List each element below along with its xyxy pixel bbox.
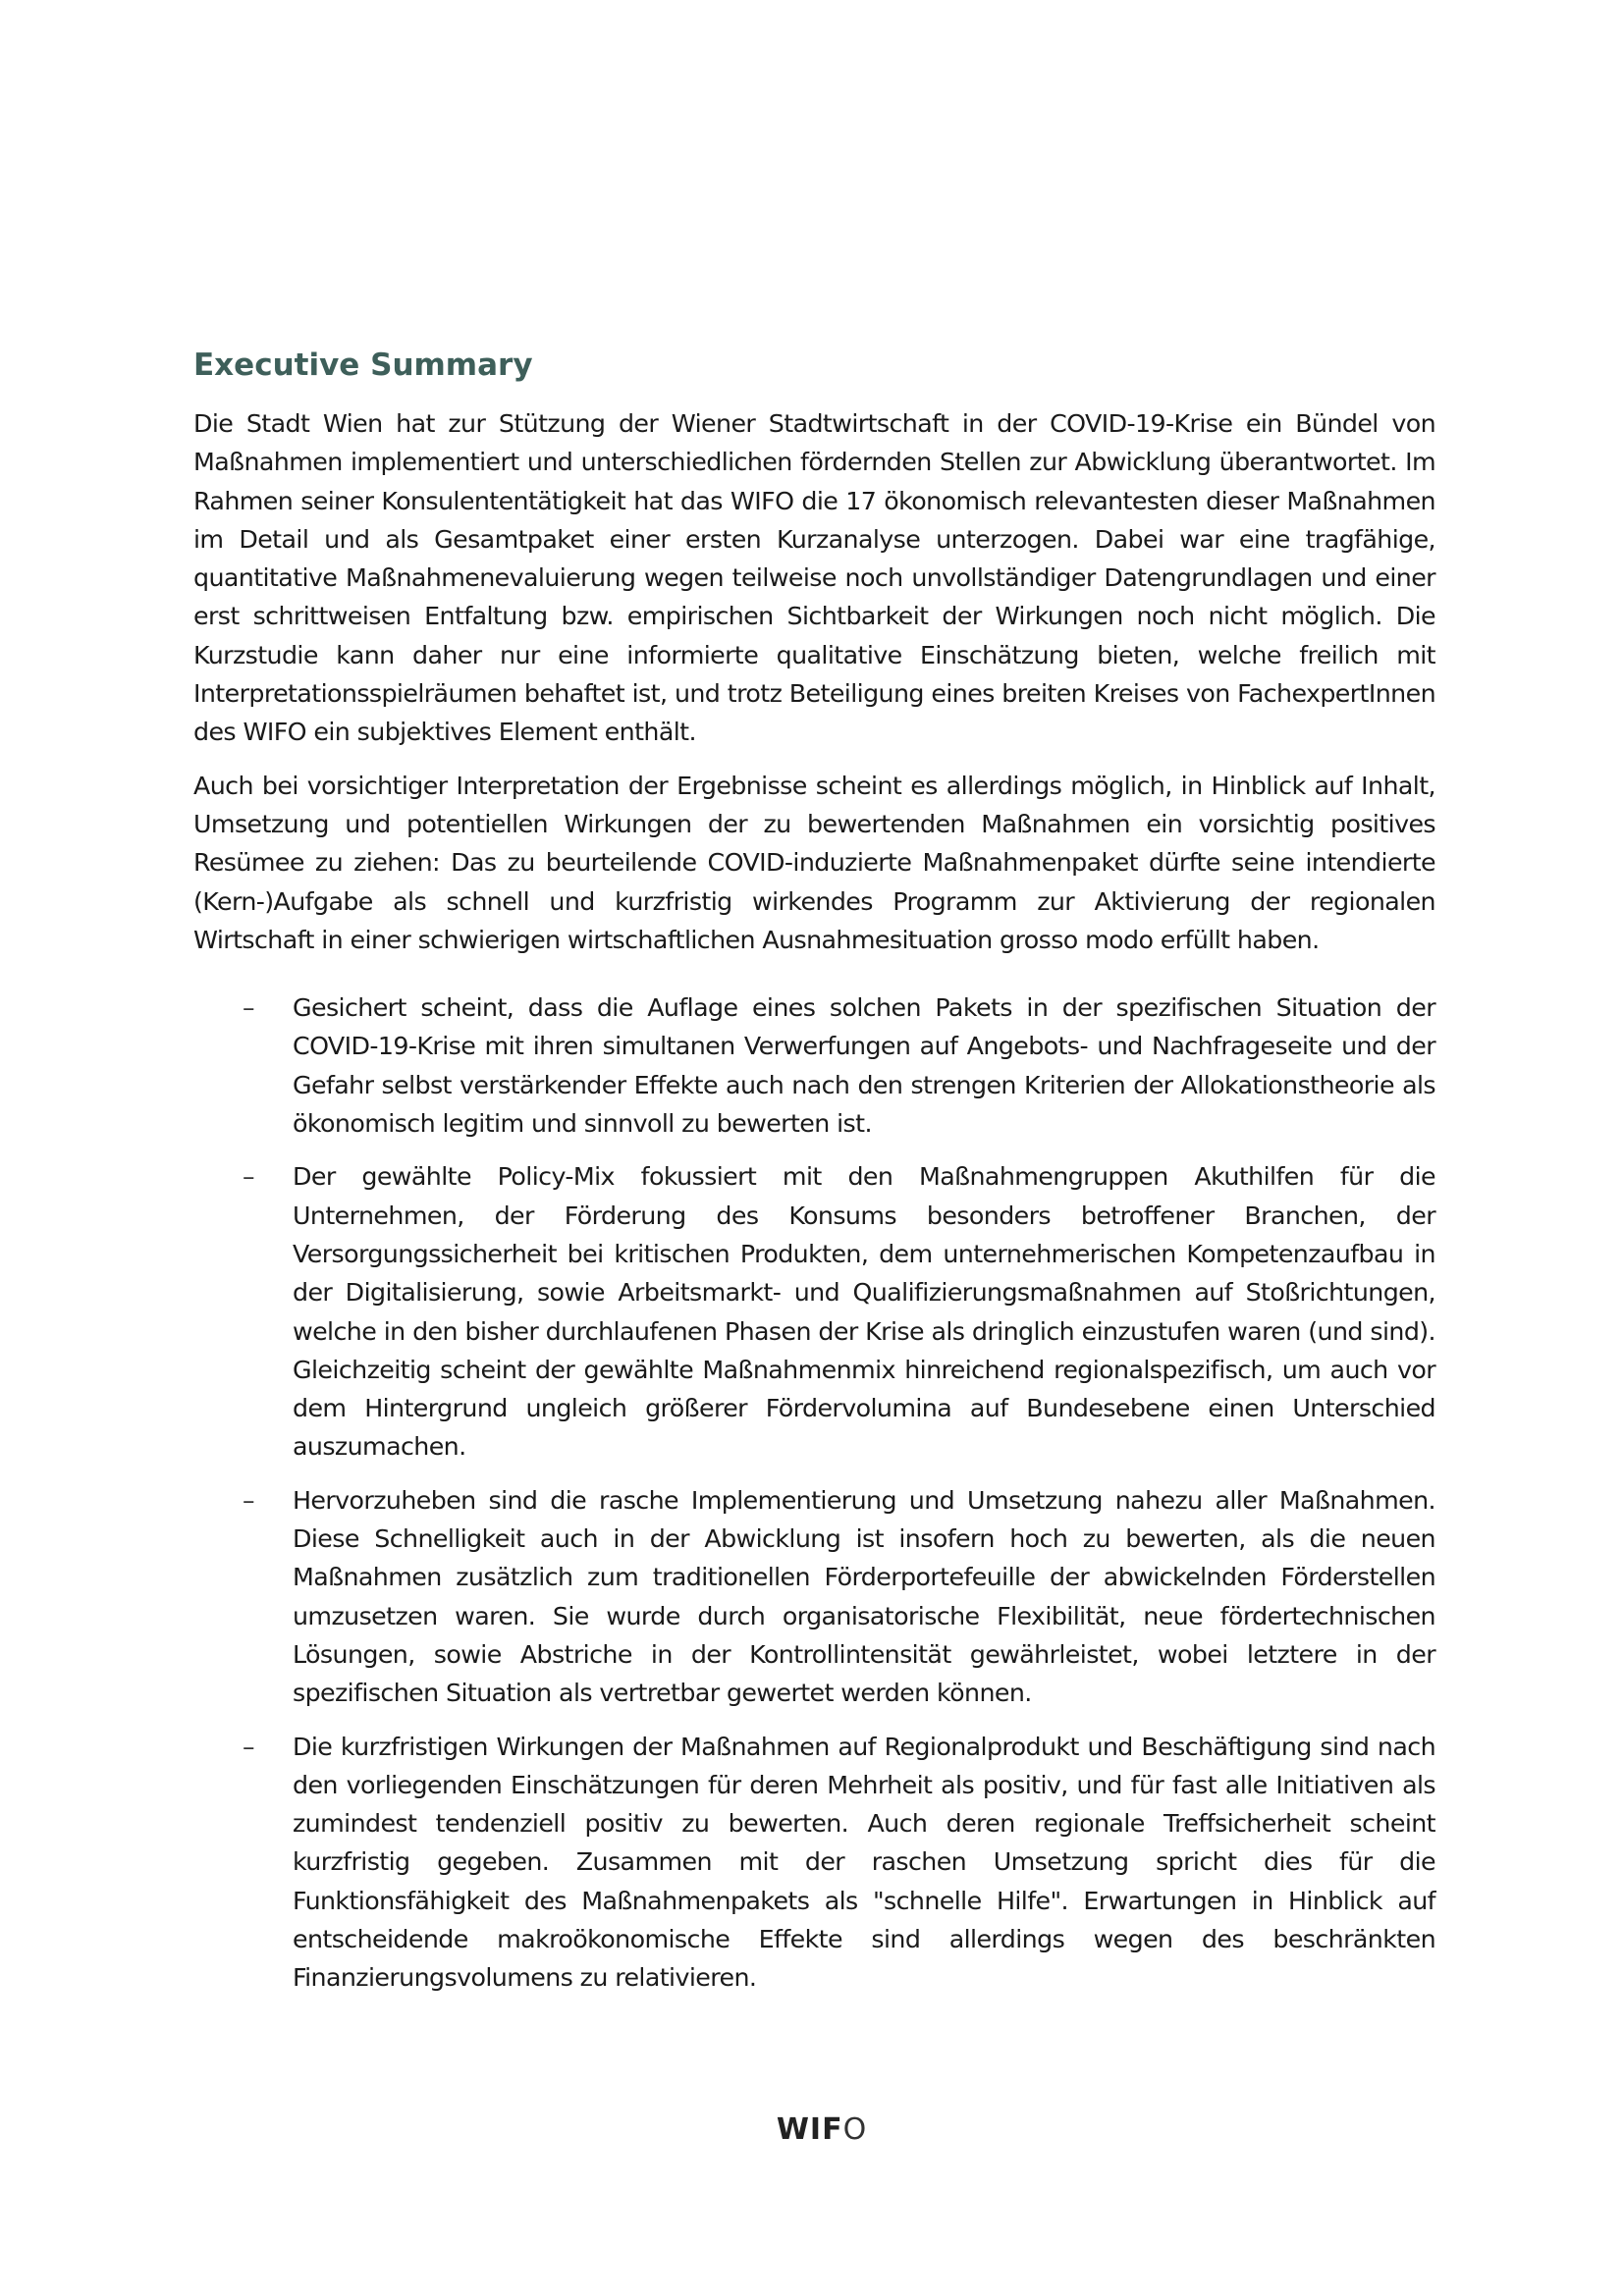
list-item: [193, 1728, 1435, 1998]
list-item: [193, 988, 1435, 1143]
logo-o-icon: O: [842, 2112, 868, 2147]
dash-bullet-icon: –: [243, 1732, 255, 1761]
logo-text: WIF: [776, 2112, 843, 2147]
paragraph-assessment: Auch bei vorsichtiger Interpretation der Ergebnisse scheint es allerdings möglich, in Hinblick auf Inhalt, Umsetzung und potentiellen Wirkungen der zu bewertenden Maßnahmen ein vorsichtig positives Resümee zu ziehen: Das zu beurteilende COVID-induzierte Maßnahmenpaket dürfte seine intendierte (Kern-)Aufgabe als schnell und kurzfristig wirkendes Programm zur Aktivierung der regionalen Wirtschaft in einer schwierigen wirtschaftlichen Ausnahmesituation grosso modo erfüllt haben.: [193, 771, 1435, 954]
paragraph-intro: Die Stadt Wien hat zur Stützung der Wiener Stadtwirtschaft in der COVID-19-Krise ein Bündel von Maßnahmen implementiert und unterschiedlichen fördernden Stellen zur Abwicklung überantwortet. Im Rahmen seiner Konsulententätigkeit hat das WIFO die 17 ökonomisch relevantesten dieser Maßnahmen im Detail und als Gesamtpaket einer ersten Kurzanalyse unterzogen. Dabei war eine tragfähige, quantitative Maßnahmenevaluierung wegen teilweise noch unvollständiger Datengrundlagen und einer erst schrittweisen Entfaltung bzw. empirischen Sichtbarkeit der Wirkungen noch nicht möglich. Die Kurzstudie kann daher nur eine informierte qualitative Einschätzung bieten, welche freilich mit Interpretationsspielräumen behaftet ist, und trotz Beteiligung eines breiten Kreises von FachexpertInnen des WIFO ein subjektives Element enthält.: [193, 409, 1435, 747]
dash-bullet-icon: –: [243, 1162, 255, 1192]
findings-list: [193, 988, 1435, 1997]
dash-bullet-icon: –: [243, 993, 255, 1023]
list-item: [193, 1481, 1435, 1713]
section-heading: Executive Summary: [193, 347, 533, 383]
list-item-text: Der gewählte Policy-Mix fokussiert mit den Maßnahmengruppen Akuthilfen für die Unternehmen, der Förderung des Konsums besonders betroffener Branchen, der Versorgungssicherheit bei kritischen Produkten, dem unternehmerischen Kompetenzaufbau in der Digitalisierung, sowie Arbeitsmarkt- und Qualifizierungsmaßnahmen auf Stoßrichtungen, welche in den bisher durchlaufenen Phasen der Krise als dringlich einzustufen waren (und sind). Gleichzeitig scheint der gewählte Maßnahmenmix hinreichend regionalspezifisch, um auch vor dem Hintergrund ungleich größerer Fördervolumina auf Bundesebene einen Unterschied auszumachen.: [293, 1162, 1435, 1462]
list-item: [193, 1157, 1435, 1466]
dash-bullet-icon: –: [243, 1485, 255, 1515]
list-item-text: Die kurzfristigen Wirkungen der Maßnahmen auf Regionalprodukt und Beschäftigung sind nach den vorliegenden Einschätzungen für deren Mehrheit als positiv, und für fast alle Initiativen als zumindest tendenziell positiv zu bewerten. Auch deren regionale Treffsicherheit scheint kurzfristig gegeben. Zusammen mit der raschen Umsetzung spricht dies für die Funktionsfähigkeit des Maßnahmenpakets als "schnelle Hilfe". Erwartungen in Hinblick auf entscheidende makroökonomische Effekte sind allerdings wegen des beschränkten Finanzierungsvolumens zu relativieren.: [293, 1732, 1435, 1993]
wifo-logo: [773, 2110, 871, 2150]
list-item-text: Hervorzuheben sind die rasche Implementierung und Umsetzung nahezu aller Maßnahmen. Diese Schnelligkeit auch in der Abwicklung ist insofern hoch zu bewerten, als die neuen Maßnahmen zusätzlich zum traditionellen Förderportefeuille der abwickelnden Förderstellen umzusetzen waren. Sie wurde durch organisatorische Flexibilität, neue fördertechnischen Lösungen, sowie Abstriche in der Kontrollintensität gewährleistet, wobei letztere in der spezifischen Situation als vertretbar gewertet werden können.: [293, 1485, 1435, 1708]
document-body: [193, 346, 1435, 2012]
list-item-text: Gesichert scheint, dass die Auflage eines solchen Pakets in der spezifischen Situation der COVID-19-Krise mit ihren simultanen Verwerfungen auf Angebots- und Nachfrageseite und der Gefahr selbst verstärkender Effekte auch nach den strengen Kriterien der Allokationstheorie als ökonomisch legitim und sinnvoll zu bewerten ist.: [293, 993, 1435, 1139]
